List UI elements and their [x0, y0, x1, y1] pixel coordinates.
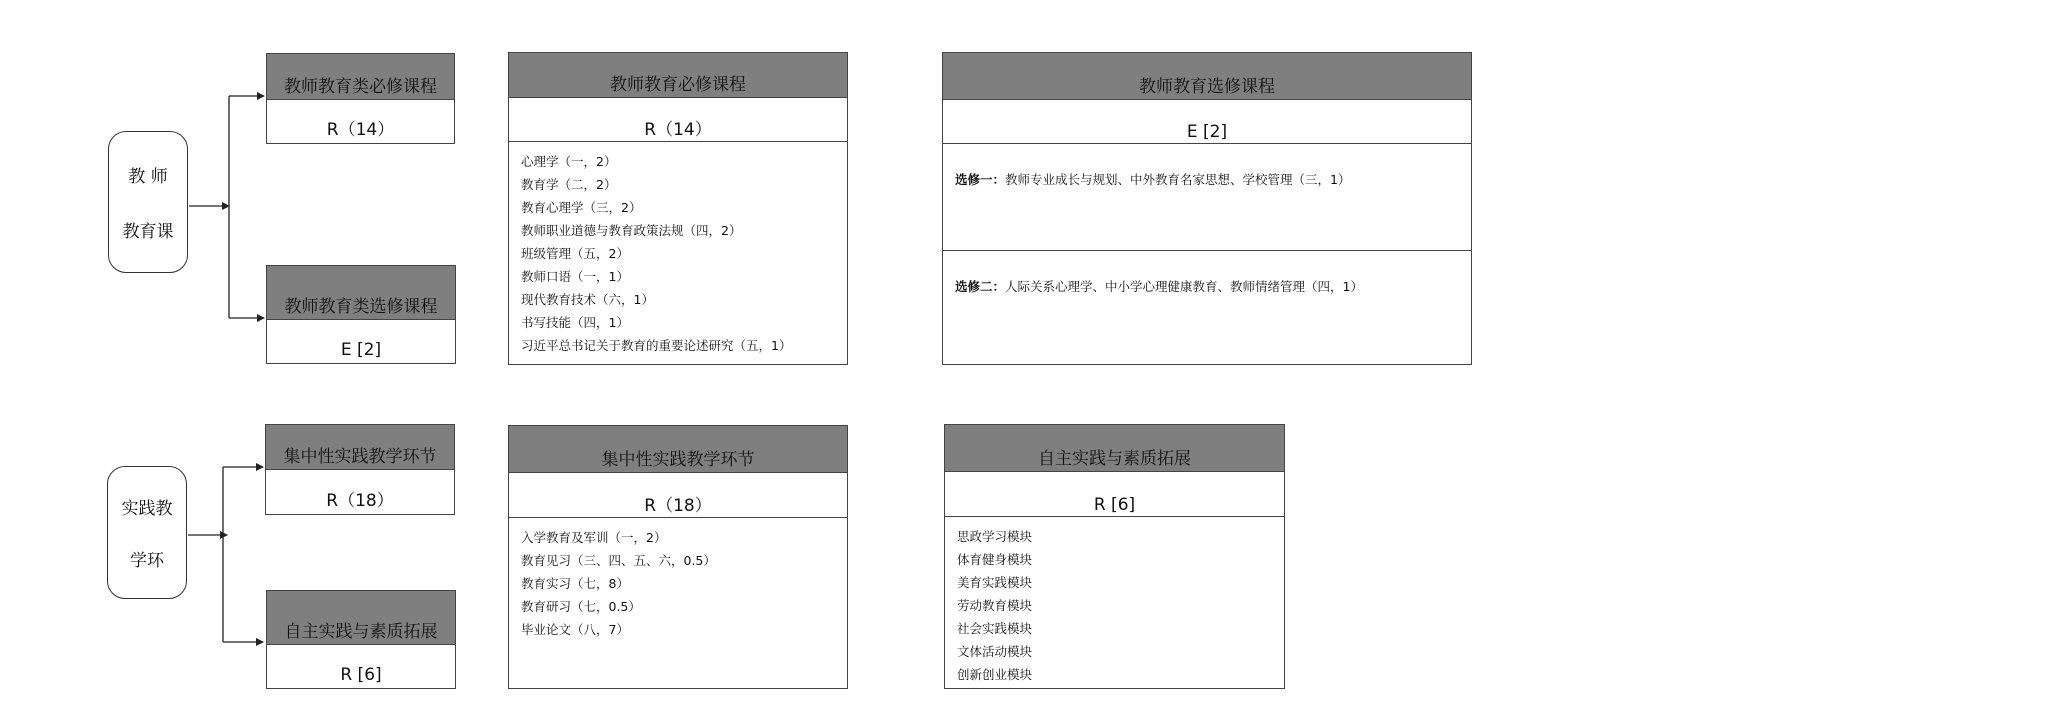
summary-box-title: 集中性实践教学环节: [266, 425, 454, 470]
list-item: 体育健身模块: [957, 552, 1033, 567]
summary-box-code: E [2]: [340, 340, 382, 360]
elective-option-text: 教师专业成长与规划、中外教育名家思想、学校管理（三，1）: [1005, 172, 1351, 187]
summary-box-elective: [266, 590, 456, 689]
summary-box-code: R（18）: [326, 491, 394, 511]
detail-box-code: R（18）: [509, 473, 847, 518]
summary-box-required: [266, 53, 455, 144]
elective-option-label: 选修一：: [955, 172, 1006, 187]
list-item: 教育研习（七，0.5）: [521, 599, 641, 614]
list-item: 劳动教育模块: [957, 598, 1033, 613]
detail-box-required-courses: [508, 52, 848, 365]
detail-box-code: R [6]: [945, 472, 1284, 517]
category-practice-teaching: [107, 466, 187, 599]
list-item: 班级管理（五，2）: [521, 246, 629, 261]
detail-box-title: 教师教育必修课程: [509, 53, 847, 98]
list-item: 教师职业道德与教育政策法规（四，2）: [521, 223, 742, 238]
list-item: 教育学（二，2）: [521, 177, 617, 192]
list-item: 教育心理学（三，2）: [521, 200, 642, 215]
category-teacher-education: [108, 131, 188, 273]
detail-box-practice-required: [508, 425, 848, 689]
summary-box-elective: [266, 265, 456, 364]
category-label-line2: 学环: [130, 551, 164, 571]
summary-box-title: 教师教育类必修课程: [267, 54, 454, 100]
list-item: 入学教育及军训（一，2）: [521, 530, 667, 545]
category-label-line1: 实践教: [121, 499, 173, 519]
list-item: 心理学（一，2）: [521, 154, 617, 169]
elective-option-2: [943, 251, 1471, 295]
list-item: 毕业论文（八，7）: [521, 622, 629, 637]
summary-box-title: 自主实践与素质拓展: [267, 591, 455, 645]
list-item: 教育见习（三、四、五、六，0.5）: [521, 553, 716, 568]
list-item: 教师口语（一，1）: [521, 269, 629, 284]
summary-box-code: R（14）: [326, 120, 395, 140]
course-list: [509, 142, 847, 357]
list-item: 文体活动模块: [957, 644, 1033, 659]
list-item: 现代教育技术（六，1）: [521, 292, 654, 307]
detail-box-practice-elective: [944, 424, 1285, 689]
list-item: 创新创业模块: [957, 667, 1033, 682]
list-item: 美育实践模块: [957, 575, 1033, 590]
elective-option-label: 选修二：: [955, 279, 1006, 294]
summary-box-required: [265, 424, 455, 515]
list-item: 习近平总书记关于教育的重要论述研究（五，1）: [521, 338, 792, 353]
list-item: 书写技能（四，1）: [521, 315, 629, 330]
summary-box-code: R [6]: [340, 665, 382, 685]
list-item: 教育实习（七，8）: [521, 576, 629, 591]
detail-box-title: 集中性实践教学环节: [509, 426, 847, 473]
detail-box-code: E [2]: [943, 100, 1471, 144]
elective-option-1: [943, 144, 1471, 251]
elective-option-text: 人际关系心理学、中小学心理健康教育、教师情绪管理（四，1）: [1005, 279, 1363, 294]
list-item: 社会实践模块: [957, 621, 1033, 636]
category-label-line1: 教 师: [128, 167, 168, 187]
detail-box-code: R（14）: [509, 98, 847, 142]
category-label-line2: 教育课: [122, 222, 174, 242]
detail-box-title: 自主实践与素质拓展: [945, 425, 1284, 472]
detail-box-elective-courses: [942, 52, 1472, 365]
list-item: 思政学习模块: [957, 529, 1033, 544]
course-list: [509, 518, 847, 641]
summary-box-title: 教师教育类选修课程: [267, 266, 455, 320]
module-list: [945, 517, 1284, 686]
detail-box-title: 教师教育选修课程: [943, 53, 1471, 100]
